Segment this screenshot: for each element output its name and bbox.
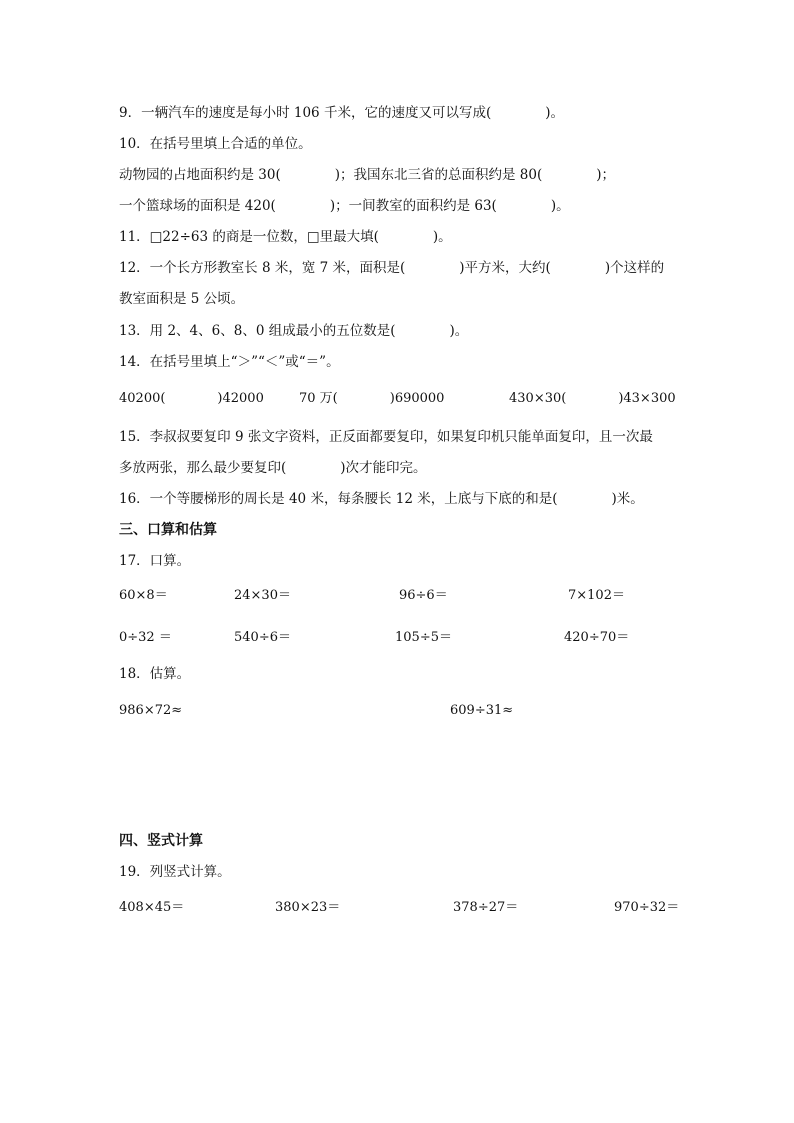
mental-calc-3: 96÷6＝	[399, 588, 448, 603]
question-10-line-1: 动物园的占地面积约是 30( )；我国东北三省的总面积约是 80( )；	[119, 167, 616, 183]
question-15-line-1: 15．李叔叔要复印 9 张文字资料，正反面都要复印，如果复印机只能单面复印，且一次最	[119, 429, 653, 445]
vertical-calc-4: 970÷32＝	[614, 900, 680, 915]
mental-calc-5: 0÷32 ＝	[119, 630, 172, 645]
question-12-line-2: 教室面积是 5 公顷。	[119, 291, 245, 307]
question-10-title: 10．在括号里填上合适的单位。	[119, 136, 312, 152]
mental-calc-2: 24×30＝	[234, 588, 291, 603]
question-19-title: 19．列竖式计算。	[119, 864, 231, 880]
vertical-calc-1: 408×45＝	[119, 900, 185, 915]
vertical-calc-3: 378÷27＝	[453, 900, 519, 915]
compare-item-1: 40200( )42000	[119, 391, 264, 406]
question-13: 13．用 2、4、6、8、0 组成最小的五位数是( )。	[119, 323, 469, 339]
question-10-line-2: 一个篮球场的面积是 420( )；一间教室的面积约是 63( )。	[119, 198, 570, 214]
vertical-calc-2: 380×23＝	[275, 900, 341, 915]
mental-calc-1: 60×8＝	[119, 588, 168, 603]
question-11: 11．□22÷63 的商是一位数，□里最大填( )。	[119, 229, 452, 245]
mental-calc-8: 420÷70＝	[564, 630, 630, 645]
section-4-title: 四、竖式计算	[119, 833, 203, 849]
mental-calc-7: 105÷5＝	[395, 630, 452, 645]
question-12-line-1: 12．一个长方形教室长 8 米，宽 7 米，面积是( )平方米，大约( )个这样的	[119, 260, 665, 276]
estimate-2: 609÷31≈	[450, 703, 514, 718]
mental-calc-6: 540÷6＝	[234, 630, 291, 645]
mental-calc-4: 7×102＝	[568, 588, 625, 603]
question-18-title: 18．估算。	[119, 666, 191, 682]
estimate-1: 986×72≈	[119, 703, 183, 718]
question-16: 16．一个等腰梯形的周长是 40 米，每条腰长 12 米，上底与下底的和是( )米。	[119, 491, 644, 507]
question-15-line-2: 多放两张，那么最少要复印( )次才能印完。	[119, 460, 427, 476]
compare-item-2: 70 万( )690000	[299, 391, 445, 406]
section-3-title: 三、口算和估算	[119, 522, 217, 538]
question-17-title: 17．口算。	[119, 553, 191, 569]
question-9: 9．一辆汽车的速度是每小时 106 千米，它的速度又可以写成( )。	[119, 105, 564, 121]
compare-item-3: 430×30( )43×300	[509, 391, 676, 406]
question-14-title: 14．在括号里填上“＞”“＜”或“＝”。	[119, 354, 340, 370]
